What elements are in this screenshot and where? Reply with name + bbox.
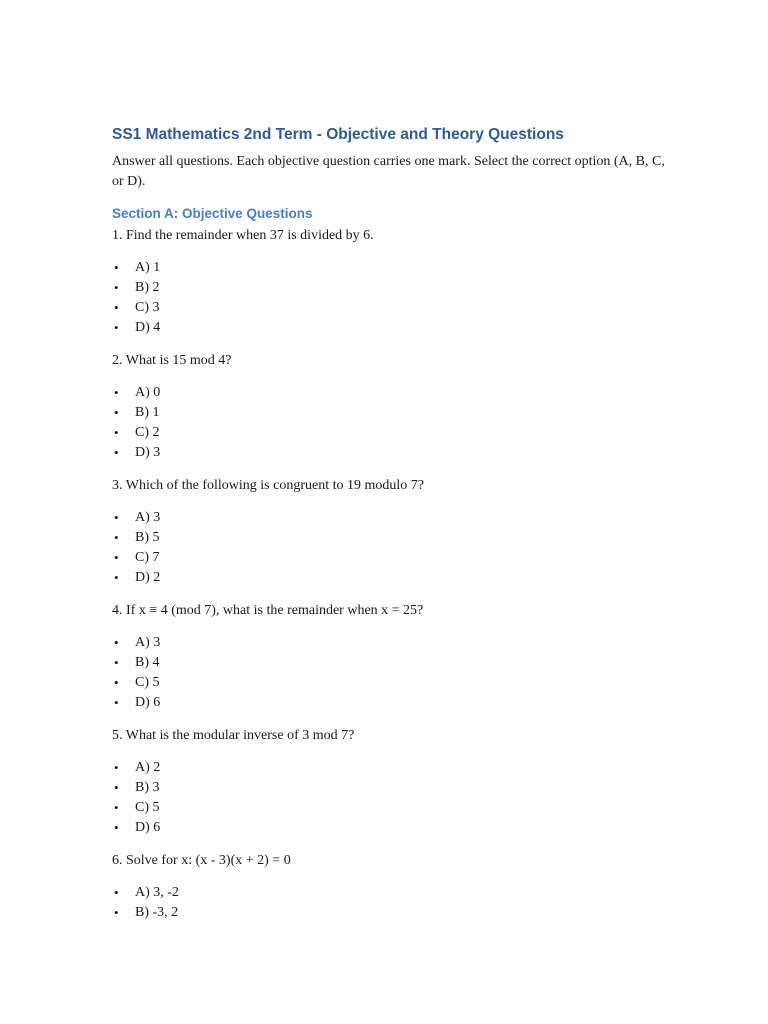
question-item [112, 726, 672, 838]
option-item [112, 818, 672, 838]
bullet-icon: • [114, 550, 119, 565]
option-label: A) 3, -2 [135, 885, 179, 900]
option-item [112, 693, 672, 713]
option-item [112, 258, 672, 278]
bullet-icon: • [114, 780, 119, 795]
option-item [112, 278, 672, 298]
option-label: B) 1 [135, 405, 160, 420]
bullet-icon: • [114, 385, 119, 400]
option-item [112, 758, 672, 778]
bullet-icon: • [114, 300, 119, 315]
option-item [112, 798, 672, 818]
bullet-icon: • [114, 260, 119, 275]
bullet-icon: • [114, 885, 119, 900]
question-text: 1. Find the remainder when 37 is divided by 6. [112, 228, 374, 243]
instructions-text: Answer all questions. Each objective question carries one mark. Select the correct option (A, B, C, or D). [112, 154, 665, 189]
option-item [112, 673, 672, 693]
question-item [112, 226, 672, 338]
question-text: 3. Which of the following is congruent to 19 modulo 7? [112, 478, 424, 493]
bullet-icon: • [114, 655, 119, 670]
option-item [112, 883, 672, 903]
option-item [112, 633, 672, 653]
document-title: SS1 Mathematics 2nd Term - Objective and Theory Questions [112, 126, 564, 143]
option-item [112, 383, 672, 403]
option-list [112, 258, 672, 338]
bullet-icon: • [114, 675, 119, 690]
option-label: D) 2 [135, 570, 161, 585]
option-label: B) 2 [135, 280, 160, 295]
question-item [112, 476, 672, 588]
option-item [112, 653, 672, 673]
bullet-icon: • [114, 820, 119, 835]
question-text: 4. If x ≡ 4 (mod 7), what is the remainder when x = 25? [112, 603, 424, 618]
bullet-icon: • [114, 905, 119, 920]
option-label: C) 7 [135, 550, 160, 565]
option-label: B) 5 [135, 530, 160, 545]
bullet-icon: • [114, 760, 119, 775]
option-item [112, 528, 672, 548]
option-label: A) 2 [135, 760, 161, 775]
option-list [112, 508, 672, 588]
document-page [112, 124, 672, 936]
question-list [112, 226, 672, 923]
option-item [112, 508, 672, 528]
bullet-icon: • [114, 695, 119, 710]
option-label: A) 0 [135, 385, 161, 400]
option-label: D) 4 [135, 320, 161, 335]
bullet-icon: • [114, 320, 119, 335]
option-label: C) 5 [135, 800, 160, 815]
bullet-icon: • [114, 445, 119, 460]
option-item [112, 568, 672, 588]
question-item [112, 601, 672, 713]
question-text: 5. What is the modular inverse of 3 mod 7? [112, 728, 355, 743]
question-item [112, 351, 672, 463]
option-item [112, 298, 672, 318]
bullet-icon: • [114, 405, 119, 420]
option-list [112, 383, 672, 463]
bullet-icon: • [114, 280, 119, 295]
question-text: 2. What is 15 mod 4? [112, 353, 232, 368]
option-label: B) 3 [135, 780, 160, 795]
option-label: A) 3 [135, 510, 161, 525]
bullet-icon: • [114, 570, 119, 585]
option-item [112, 548, 672, 568]
option-list [112, 758, 672, 838]
option-item [112, 903, 672, 923]
section-a-title: Section A: Objective Questions [112, 206, 313, 221]
bullet-icon: • [114, 800, 119, 815]
bullet-icon: • [114, 635, 119, 650]
question-text: 6. Solve for x: (x - 3)(x + 2) = 0 [112, 853, 291, 868]
option-item [112, 443, 672, 463]
option-label: D) 6 [135, 820, 161, 835]
option-item [112, 403, 672, 423]
option-label: D) 6 [135, 695, 161, 710]
option-label: B) -3, 2 [135, 905, 179, 920]
bullet-icon: • [114, 530, 119, 545]
option-item [112, 318, 672, 338]
option-label: C) 5 [135, 675, 160, 690]
option-item [112, 423, 672, 443]
bullet-icon: • [114, 510, 119, 525]
bullet-icon: • [114, 425, 119, 440]
option-label: C) 2 [135, 425, 160, 440]
question-item [112, 851, 672, 923]
option-label: A) 1 [135, 260, 161, 275]
option-list [112, 883, 672, 923]
option-label: A) 3 [135, 635, 161, 650]
option-label: B) 4 [135, 655, 160, 670]
option-list [112, 633, 672, 713]
option-item [112, 778, 672, 798]
option-label: D) 3 [135, 445, 161, 460]
option-label: C) 3 [135, 300, 160, 315]
